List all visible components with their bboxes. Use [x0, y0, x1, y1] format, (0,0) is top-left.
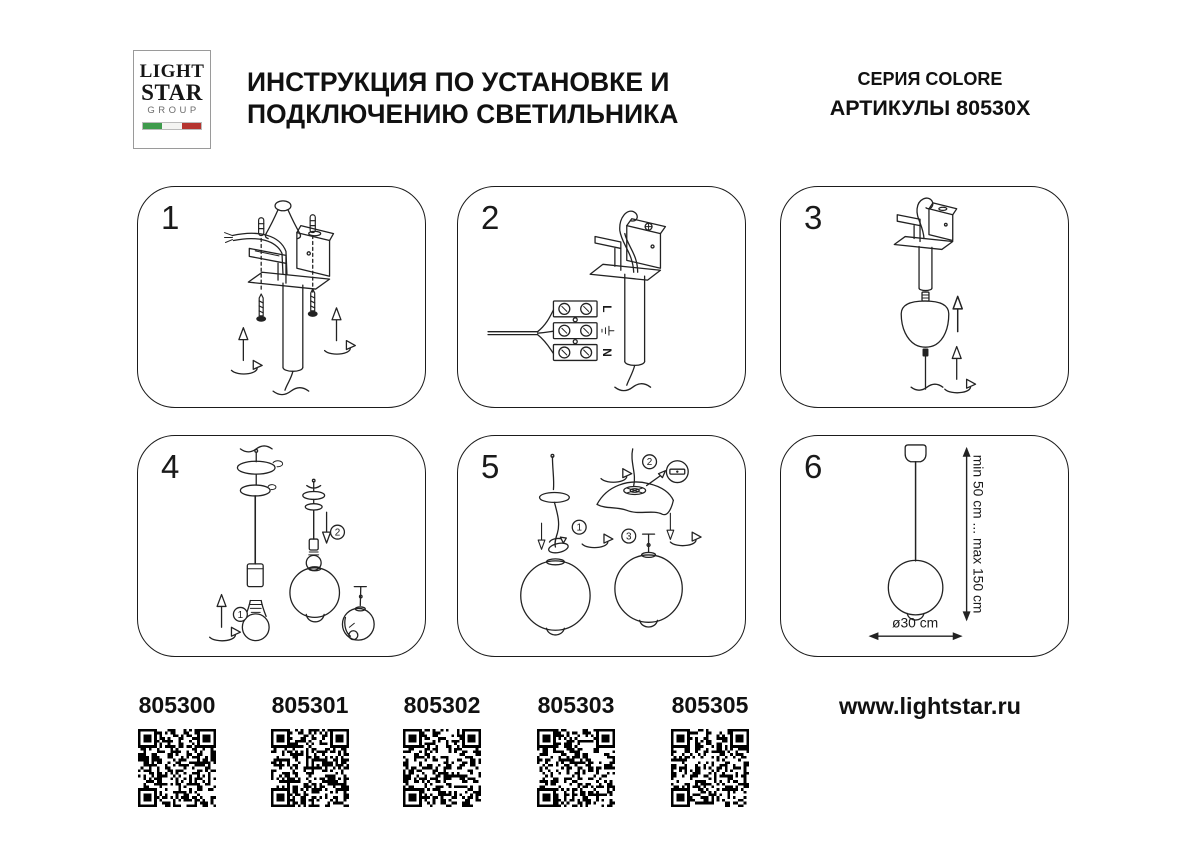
unscrew-arrow-icon [231, 328, 262, 374]
step-panel-1 [137, 186, 426, 408]
svg-text:1: 1 [237, 609, 244, 621]
qr-code [537, 729, 615, 807]
step-panel-3 [780, 186, 1069, 408]
qr-code [271, 729, 349, 807]
step-number: 6 [804, 448, 823, 485]
step-marker-2 [643, 455, 657, 469]
pendant-with-socket [237, 446, 282, 587]
mounting-bracket [894, 203, 956, 250]
terminal-block [553, 301, 597, 360]
article-item [397, 692, 487, 812]
glass-globe [521, 559, 590, 635]
rotate-arrow-icon [601, 469, 632, 483]
articles-label: АРТИКУЛЫ 80530X [829, 96, 1031, 120]
pendant-with-bulb [303, 479, 325, 570]
globe-with-bulb-inside [342, 587, 374, 641]
mains-wire [488, 310, 553, 354]
cord-and-canopy-disc [540, 454, 570, 547]
suspension-tube [615, 274, 651, 390]
article-number: 805301 [271, 692, 349, 718]
step-marker-2 [331, 525, 345, 539]
up-arrow-icon [953, 296, 962, 331]
step-number: 1 [161, 199, 180, 236]
rotate-arrow-icon [582, 534, 613, 548]
article-number: 805300 [138, 692, 216, 718]
step-panel-4 [137, 435, 426, 657]
logo-text-group: GROUP [147, 105, 200, 116]
article-item [531, 692, 621, 812]
step-number: 4 [161, 448, 180, 485]
article-number: 805303 [537, 692, 615, 718]
step-panel-2 [457, 186, 746, 408]
step-panel-6 [780, 435, 1069, 657]
step-5-illustration [458, 436, 745, 656]
italian-flag-stripe [142, 122, 202, 130]
suspension-tube [919, 246, 932, 301]
earth-symbol [602, 326, 614, 335]
diameter-dimension-label: ø30 cm [891, 614, 939, 631]
step-number: 2 [481, 199, 500, 236]
rotate-arrow-icon [670, 532, 701, 546]
title-line-2: ПОДКЛЮЧЕНИЮ СВЕТИЛЬНИКА [247, 99, 679, 129]
step-number: 3 [804, 199, 823, 236]
page-title [247, 66, 678, 130]
step-marker-3 [622, 529, 636, 543]
step-panel-5 [457, 435, 746, 657]
series-block [790, 69, 1070, 120]
wall-anchor [259, 218, 264, 236]
wall-anchor [310, 215, 315, 233]
mounting-screw [308, 289, 318, 317]
qr-code [671, 729, 749, 807]
svg-text:1: 1 [576, 522, 582, 534]
diameter-dimension [869, 632, 963, 640]
light-bulb [242, 601, 269, 641]
unscrew-arrow-icon [325, 308, 356, 354]
down-arrow-icon [323, 512, 331, 543]
canopy [901, 301, 949, 347]
website-url: www.lightstar.ru [839, 693, 1021, 719]
svg-text:3: 3 [625, 531, 632, 543]
step-marker-1 [233, 607, 247, 621]
step-6-illustration [781, 436, 1068, 656]
article-item [665, 692, 755, 812]
logo-text-star: STAR [141, 80, 203, 105]
logo-text-light: LIGHT [139, 61, 205, 82]
step-1-illustration [138, 187, 425, 407]
svg-text:2: 2 [334, 527, 341, 539]
step-marker-1 [572, 520, 586, 534]
glass-globe [290, 567, 340, 622]
step-3-illustration [781, 187, 1068, 407]
step-number: 5 [481, 448, 500, 485]
down-arrow-icon [538, 523, 545, 549]
wire-clamp [265, 201, 300, 239]
step-2-illustration [458, 187, 745, 407]
series-name: СЕРИЯ COLORE [857, 69, 1003, 89]
lightstar-logo [133, 50, 211, 149]
down-arrow-icon [667, 513, 674, 539]
suspension-tube [273, 283, 309, 394]
terminal-label-live: L [599, 305, 614, 313]
unscrew-arrow-icon [945, 347, 976, 393]
power-cable-hook [917, 198, 933, 238]
height-dimension-label: min 50 cm ... max 150 cm [970, 454, 987, 614]
svg-text:2: 2 [646, 457, 653, 469]
globe-with-stem [615, 531, 682, 627]
suspension-cord [911, 349, 943, 391]
assembled-pendant [888, 445, 943, 620]
title-line-1: ИНСТРУКЦИЯ ПО УСТАНОВКЕ И [247, 67, 670, 97]
article-number: 805302 [403, 692, 481, 718]
article-number: 805305 [671, 692, 749, 718]
terminal-label-neutral: N [599, 348, 614, 357]
article-item [132, 692, 222, 812]
step-4-illustration [138, 436, 425, 656]
qr-code [403, 729, 481, 807]
height-dimension [963, 447, 971, 621]
qr-code [138, 729, 216, 807]
article-item [265, 692, 355, 812]
suspension-clip [548, 537, 569, 554]
mounting-screw [256, 294, 266, 322]
power-cable-hook [620, 211, 638, 272]
